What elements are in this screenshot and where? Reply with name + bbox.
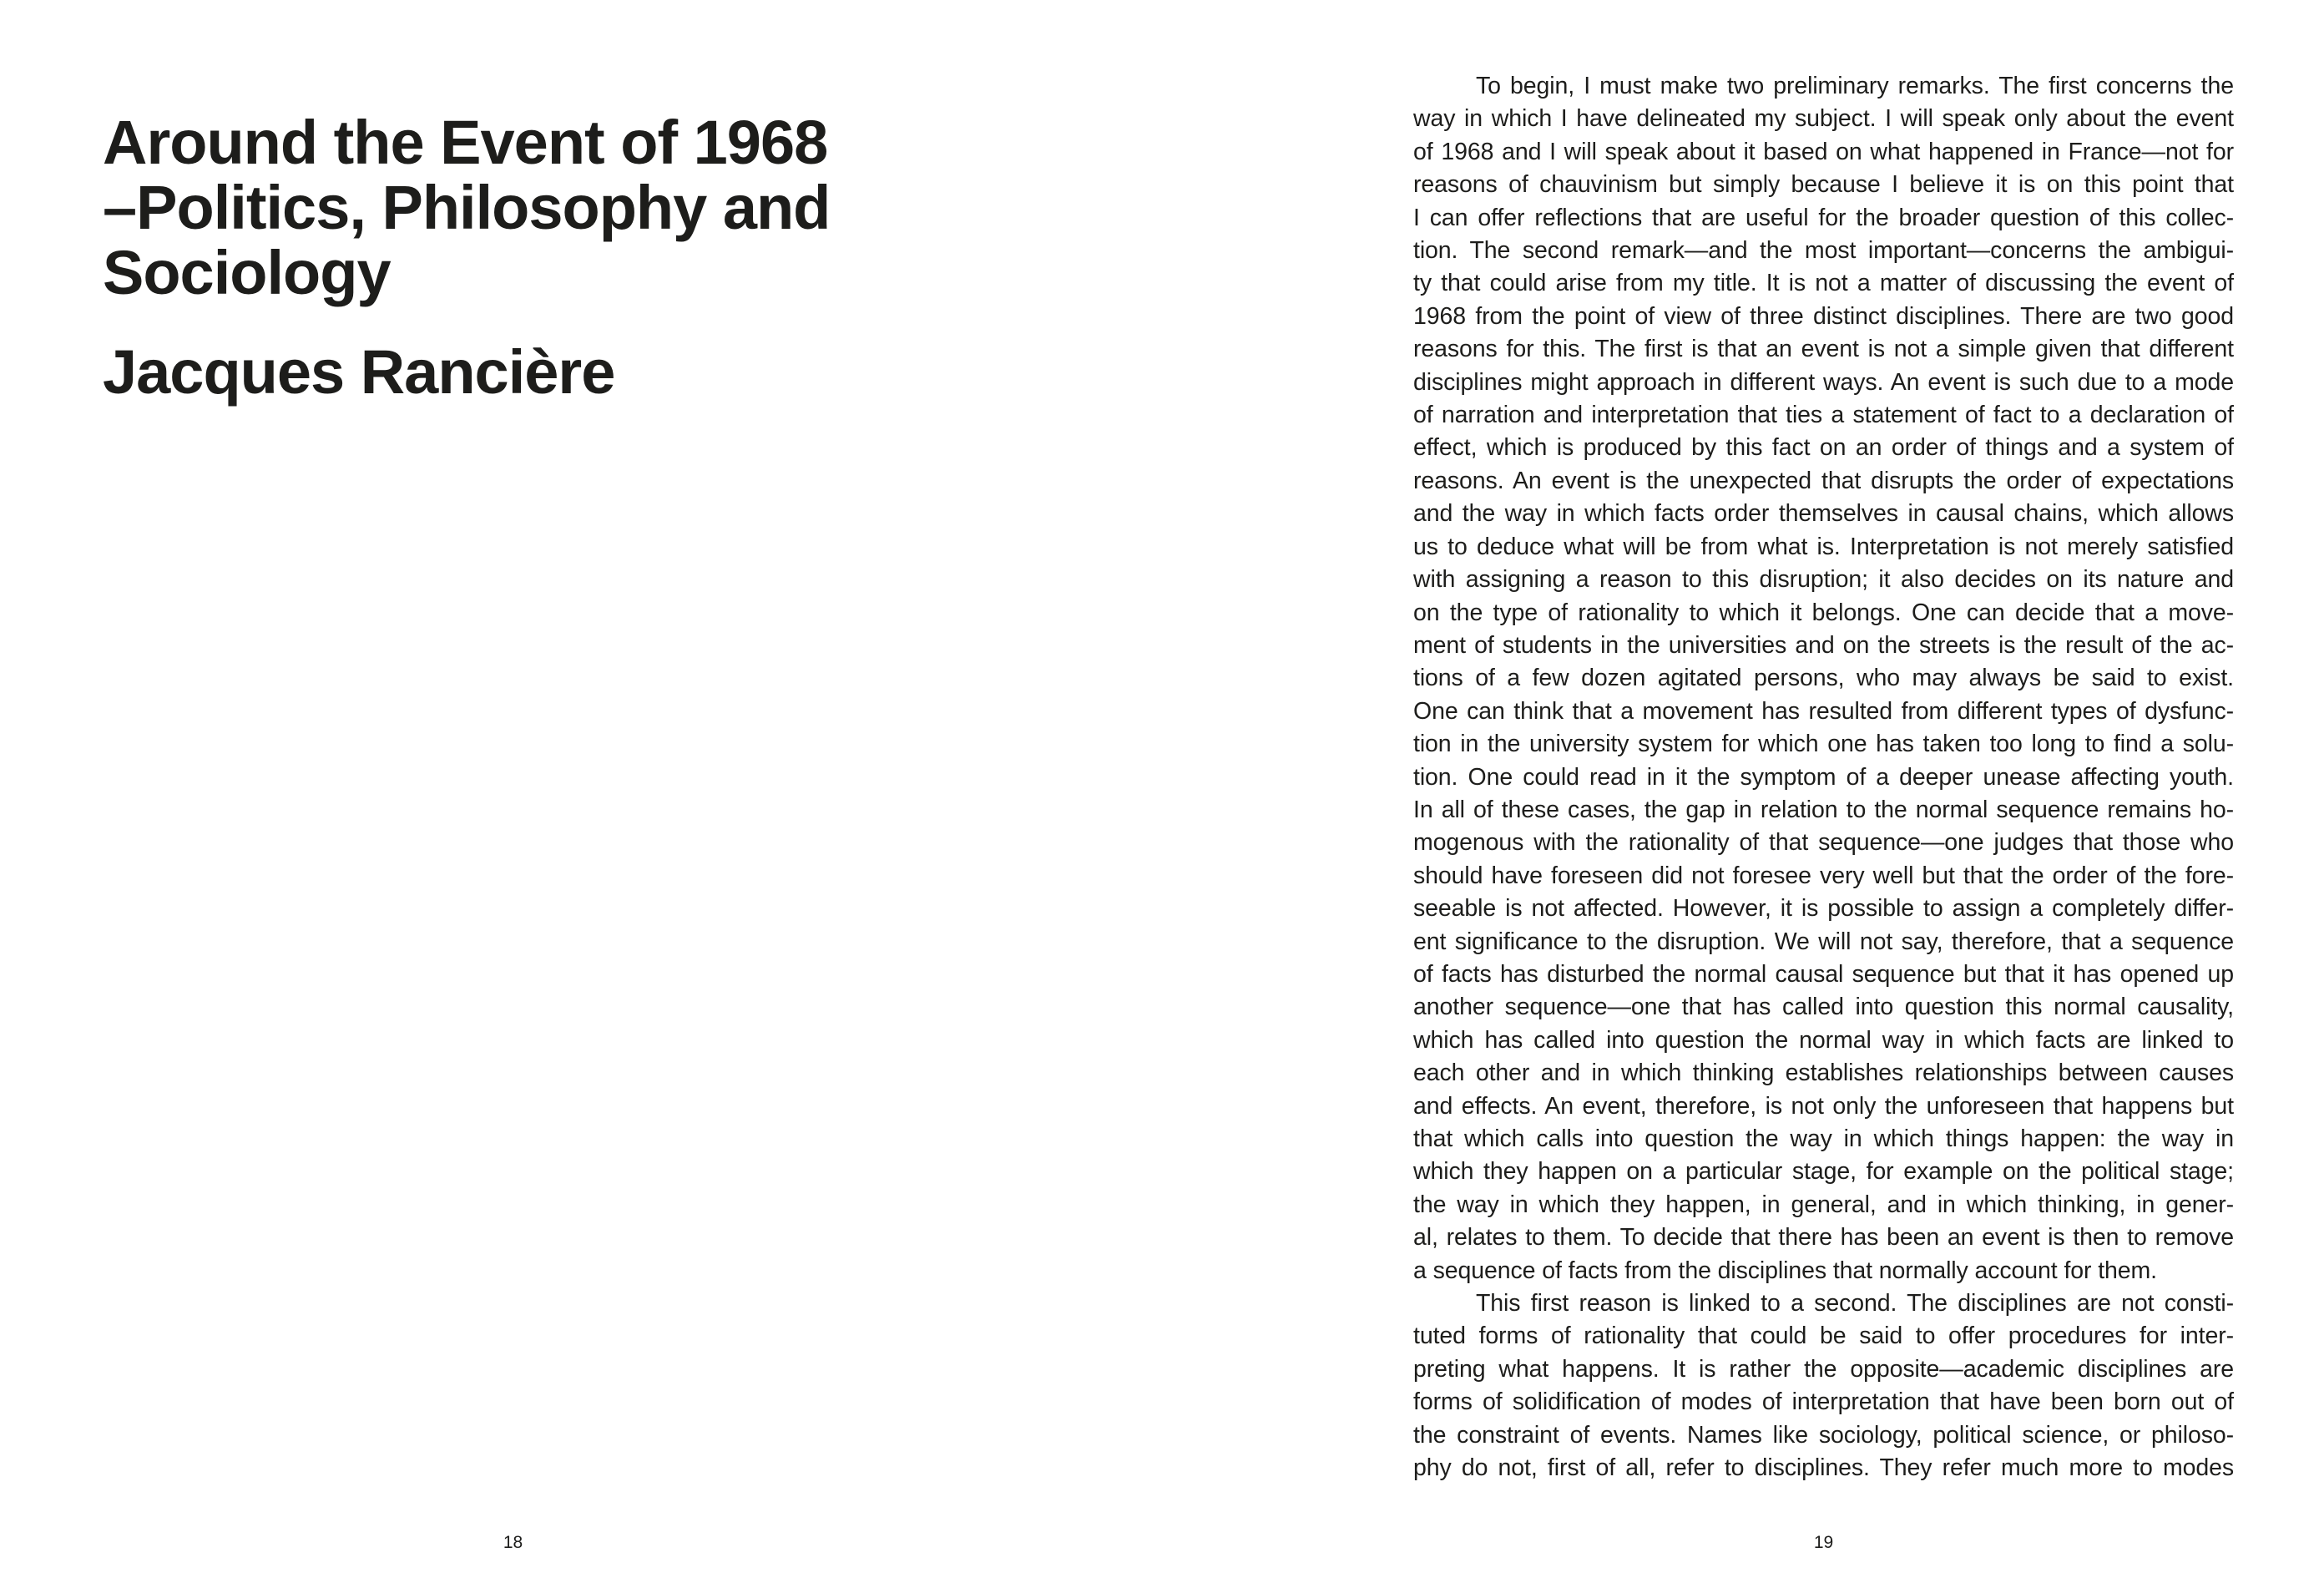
body-text-line: way in which I have delineated my subject. I will speak only about the event [1413,105,2234,133]
body-text-line: I can offer reflections that are useful for the broader question of this collec- [1413,204,2234,231]
body-text-line: tion in the university system for which one has taken too long to find a solu- [1413,731,2234,758]
body-text-line: us to deduce what will be from what is. Interpretation is not merely satisfied [1413,533,2234,560]
body-text-line: reasons of chauvinism but simply because I believe it is on this point that [1413,171,2234,199]
body-text-line: preting what happens. It is rather the opposite—academic disciplines are [1413,1355,2234,1383]
article-author: Jacques Rancière [103,337,615,407]
body-text-line: of facts has disturbed the normal causal sequence but that it has opened up [1413,960,2234,988]
body-text-line: reasons for this. The first is that an event is not a simple given that different [1413,336,2234,363]
body-text-line: each other and in which thinking establishes relationships between causes [1413,1060,2234,1087]
body-text-line: effect, which is produced by this fact on an order of things and a system of [1413,434,2234,462]
body-text-line: In all of these cases, the gap in relation to the normal sequence remains ho- [1413,796,2234,823]
body-text-line: tion. One could read in it the symptom of a deeper unease affecting youth. [1413,763,2234,791]
body-text-line: should have foreseen did not foresee very well but that the order of the fore- [1413,862,2234,889]
body-text-line: with assigning a reason to this disruption; it also decides on its nature and [1413,566,2234,594]
body-text-line: and effects. An event, therefore, is not only the unforeseen that happens but [1413,1092,2234,1120]
body-text-line: the way in which they happen, in general, and in which thinking, in gener- [1413,1191,2234,1218]
body-text-line: 1968 from the point of view of three distinct disciplines. There are two good [1413,302,2234,330]
body-text-line: which has called into question the normal way in which facts are linked to [1413,1026,2234,1054]
body-text-line: seeable is not affected. However, it is possible to assign a completely differ- [1413,895,2234,923]
body-text-line: To begin, I must make two preliminary remarks. The first concerns the [1476,73,2234,99]
body-text-line: mogenous with the rationality of that sequence—one judges that those who [1413,829,2234,857]
body-text-line: One can think that a movement has resulted from different types of dysfunc- [1413,697,2234,725]
article-title-line: Sociology [103,237,391,307]
body-text-line: ent significance to the disruption. We will not say, therefore, that a sequence [1413,928,2234,955]
body-text-line: This first reason is linked to a second. The disciplines are not consti- [1476,1290,2234,1317]
body-text-line: tions of a few dozen agitated persons, who may always be said to exist. [1413,665,2234,692]
body-text-line: tion. The second remark—and the most important—concerns the ambigui- [1413,237,2234,265]
body-text-line: al, relates to them. To decide that there has been an event is then to remove [1413,1224,2234,1252]
body-text-line: ty that could arise from my title. It is not a matter of discussing the event of [1413,270,2234,297]
page-number-left: 18 [503,1533,523,1552]
article-title-line: Around the Event of 1968 [103,107,828,177]
article-body [1413,70,2234,1484]
body-text-line: reasons. An event is the unexpected that disrupts the order of expectations [1413,467,2234,494]
article-title-line: –Politics, Philosophy and [103,172,831,242]
page-number-right: 19 [1813,1533,1834,1552]
right-page [1162,0,2324,1583]
body-text-line: of narration and interpretation that ties a statement of fact to a declaration of [1413,402,2234,429]
body-text-line: on the type of rationality to which it belongs. One can decide that a move- [1413,599,2234,626]
body-text-line: forms of solidification of modes of interpretation that have been born out of [1413,1388,2234,1416]
body-text-line: disciplines might approach in different ways. An event is such due to a mode [1413,368,2234,396]
body-text-line: another sequence—one that has called into question this normal causality, [1413,994,2234,1021]
body-text-line: ment of students in the universities and on the streets is the result of the ac- [1413,631,2234,659]
body-text-line: that which calls into question the way in which things happen: the way in [1413,1125,2234,1152]
body-text-line: of 1968 and I will speak about it based on what happened in France—not for [1413,138,2234,165]
article-title [103,107,1021,307]
body-text-line: and the way in which facts order themselves in causal chains, which allows [1413,500,2234,528]
body-text-line: which they happen on a particular stage, for example on the political stage; [1413,1158,2234,1186]
body-text-line: phy do not, first of all, refer to disciplines. They refer much more to modes [1413,1454,2234,1482]
body-text-line: a sequence of facts from the disciplines that normally account for them. [1413,1257,2157,1284]
body-text-line: tuted forms of rationality that could be said to offer procedures for inter- [1413,1323,2234,1350]
body-text-line: the constraint of events. Names like sociology, political science, or philoso- [1413,1421,2234,1449]
